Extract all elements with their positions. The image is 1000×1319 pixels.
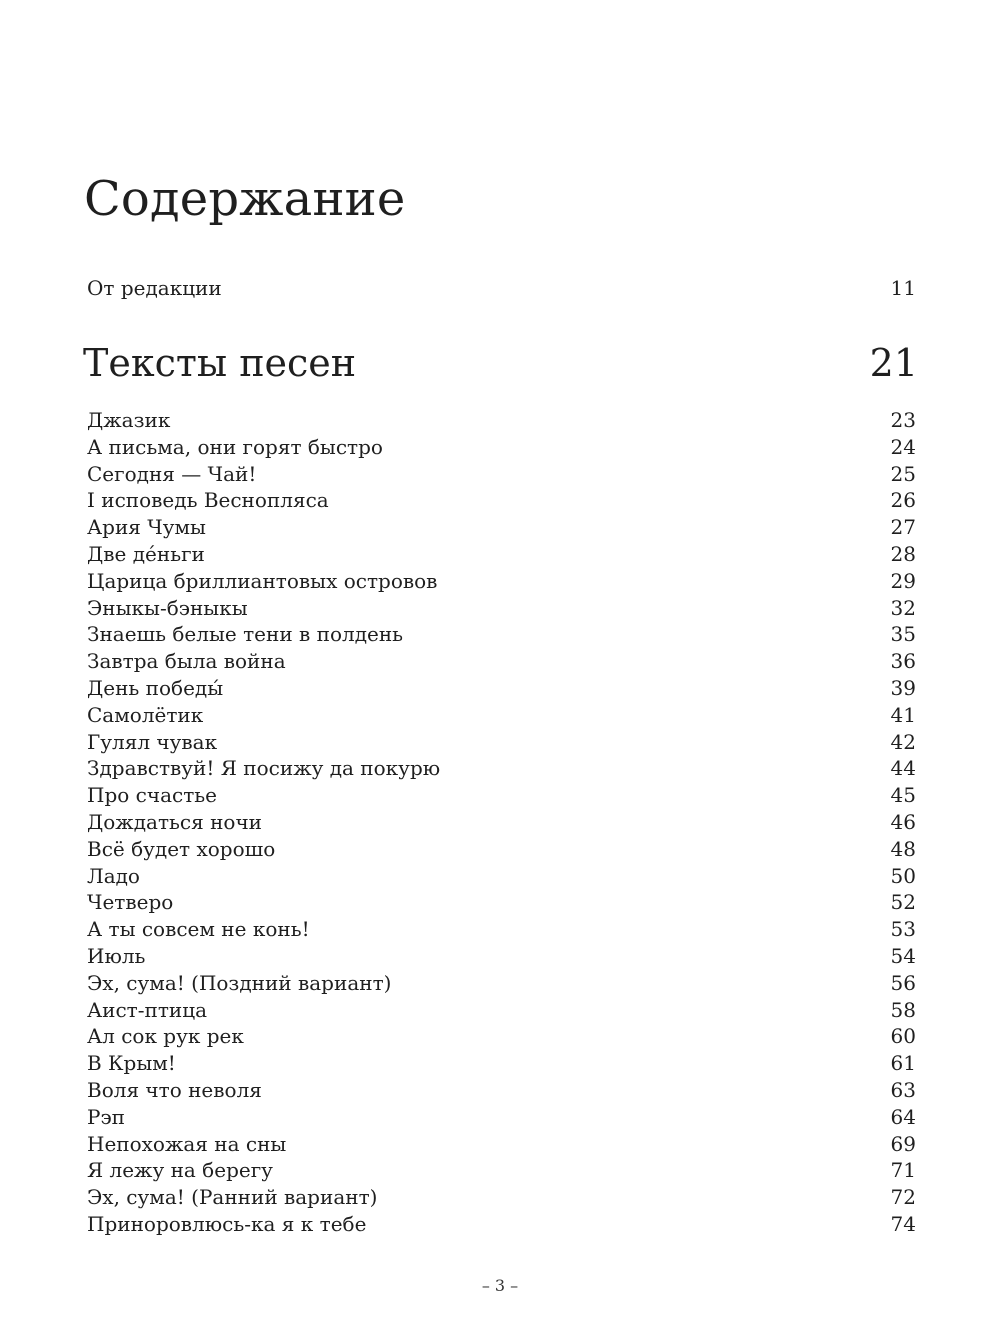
toc-entry-title: Ал сок рук рек	[87, 1024, 244, 1049]
toc-entry-page: 72	[890, 1185, 916, 1210]
toc-section-heading[interactable]	[83, 338, 918, 388]
toc-entry-page: 36	[890, 649, 916, 674]
toc-entry-title: Всё будет хорошо	[87, 836, 276, 861]
toc-entry-title: Про счастье	[87, 783, 217, 808]
toc-entry-title: Завтра была война	[87, 649, 286, 674]
toc-entry-title: А письма, они горят быстро	[87, 434, 383, 459]
toc-entry-title: Непохожая на сны	[87, 1131, 287, 1156]
toc-entry[interactable]	[87, 621, 916, 648]
toc-entry-page: 53	[890, 917, 916, 942]
toc-entry-page: 42	[890, 729, 916, 754]
toc-entry-page: 41	[890, 702, 916, 727]
toc-entry[interactable]	[87, 1050, 916, 1077]
toc-entry-title: От редакции	[87, 276, 222, 300]
toc-entry-page: 56	[890, 970, 916, 995]
toc-entry-title: Я лежу на берегу	[87, 1158, 273, 1183]
toc-entry[interactable]	[87, 916, 916, 943]
toc-entry-page: 32	[890, 595, 916, 620]
toc-entry-page: 35	[890, 622, 916, 647]
toc-entry[interactable]	[87, 434, 916, 461]
toc-entry-page: 46	[890, 809, 916, 834]
toc-entry-title: Воля что неволя	[87, 1077, 262, 1102]
toc-entry[interactable]	[87, 1104, 916, 1131]
toc-entry[interactable]	[87, 1023, 916, 1050]
toc-entry-title: Гулял чувак	[87, 729, 218, 754]
toc-entry-title: Ладо	[87, 863, 140, 888]
section-title: Тексты песен	[83, 341, 357, 385]
toc-entry-page: 39	[890, 675, 916, 700]
toc-entry-page: 69	[890, 1131, 916, 1156]
toc-entry-page: 61	[890, 1051, 916, 1076]
toc-entry[interactable]	[87, 568, 916, 595]
toc-entry[interactable]	[87, 1077, 916, 1104]
toc-entry[interactable]	[87, 889, 916, 916]
toc-entry-title: Джазик	[87, 408, 171, 432]
toc-entry-page: 48	[890, 836, 916, 861]
toc-entry[interactable]	[87, 997, 916, 1024]
toc-entry-page: 63	[890, 1077, 916, 1102]
toc-entry-page: 52	[890, 890, 916, 915]
toc-entry-page: 28	[890, 541, 916, 566]
toc-entry-page: 64	[890, 1104, 916, 1129]
toc-entry-title: Июль	[87, 943, 146, 968]
toc-entry[interactable]	[87, 702, 916, 729]
toc-entry-page: 23	[890, 408, 916, 432]
toc-entry-page: 74	[890, 1211, 916, 1236]
toc-entry-title: Эх, сума! (Поздний вариант)	[87, 970, 392, 995]
toc-entry-title: Царица бриллиантовых островов	[87, 568, 438, 593]
toc-entry-foreword[interactable]	[87, 274, 916, 302]
toc-entry-title: Приноровлюсь-ка я к тебе	[87, 1211, 367, 1236]
toc-entry[interactable]	[87, 970, 916, 997]
toc-entry-title: Здравствуй! Я посижу да покурю	[87, 756, 441, 781]
toc-entry[interactable]	[87, 595, 916, 622]
toc-entry-title: Эныкы-бэныкы	[87, 595, 248, 620]
toc-entry-page: 29	[890, 568, 916, 593]
toc-entry[interactable]	[87, 1184, 916, 1211]
toc-entry[interactable]	[87, 809, 916, 836]
toc-entry-title: Эх, сума! (Ранний вариант)	[87, 1185, 378, 1210]
toc-entry[interactable]	[87, 487, 916, 514]
toc-entry[interactable]	[87, 1211, 916, 1238]
toc-entry-title: Самолётик	[87, 702, 204, 727]
toc-entry[interactable]	[87, 675, 916, 702]
toc-entry[interactable]	[87, 863, 916, 890]
toc-entry-title: Дождаться ночи	[87, 809, 262, 834]
toc-entry-page: 44	[890, 756, 916, 781]
toc-entry-title: Четверо	[87, 890, 174, 915]
toc-entry[interactable]	[87, 407, 916, 434]
toc-entry[interactable]	[87, 514, 916, 541]
toc-entry-title: Знаешь белые тени в полдень	[87, 622, 404, 647]
toc-entry-page: 27	[890, 515, 916, 540]
toc-entry-title: I исповедь Веснопляса	[87, 488, 329, 513]
toc-entry-title: Сегодня — Чай!	[87, 461, 257, 486]
toc-entry-title: День победы́	[87, 675, 224, 700]
toc-entry[interactable]	[87, 1157, 916, 1184]
toc-entry-page: 24	[890, 434, 916, 459]
toc-entry[interactable]	[87, 1131, 916, 1158]
toc-entry-page: 71	[890, 1158, 916, 1183]
toc-entry-page: 26	[890, 488, 916, 513]
page-title: Содержание	[84, 171, 406, 227]
toc-entry[interactable]	[87, 943, 916, 970]
toc-entry-title: Две дéньги	[87, 541, 205, 566]
toc-entry-title: Ария Чумы	[87, 515, 206, 540]
toc-entry-title: В Крым!	[87, 1051, 176, 1076]
toc-entry-page: 50	[890, 863, 916, 888]
toc-entry-page: 60	[890, 1024, 916, 1049]
toc-entry[interactable]	[87, 782, 916, 809]
toc-entry[interactable]	[87, 836, 916, 863]
page-number: – 3 –	[481, 1276, 519, 1295]
toc-entry-title: Аист-птица	[87, 997, 208, 1022]
toc-entry-page: 25	[890, 461, 916, 486]
toc-entry[interactable]	[87, 541, 916, 568]
toc-entry[interactable]	[87, 755, 916, 782]
toc-entry-page: 11	[890, 276, 916, 300]
toc-entry-page: 58	[890, 997, 916, 1022]
toc-entry[interactable]	[87, 461, 916, 488]
toc-entry-title: Рэп	[87, 1104, 125, 1129]
toc-entry-page: 54	[890, 943, 916, 968]
toc-entry-page: 45	[890, 783, 916, 808]
toc-entry[interactable]	[87, 648, 916, 675]
toc-entry[interactable]	[87, 729, 916, 756]
toc-list	[87, 407, 916, 1238]
toc-entry-title: А ты совсем не конь!	[87, 917, 310, 942]
section-page: 21	[869, 341, 918, 385]
